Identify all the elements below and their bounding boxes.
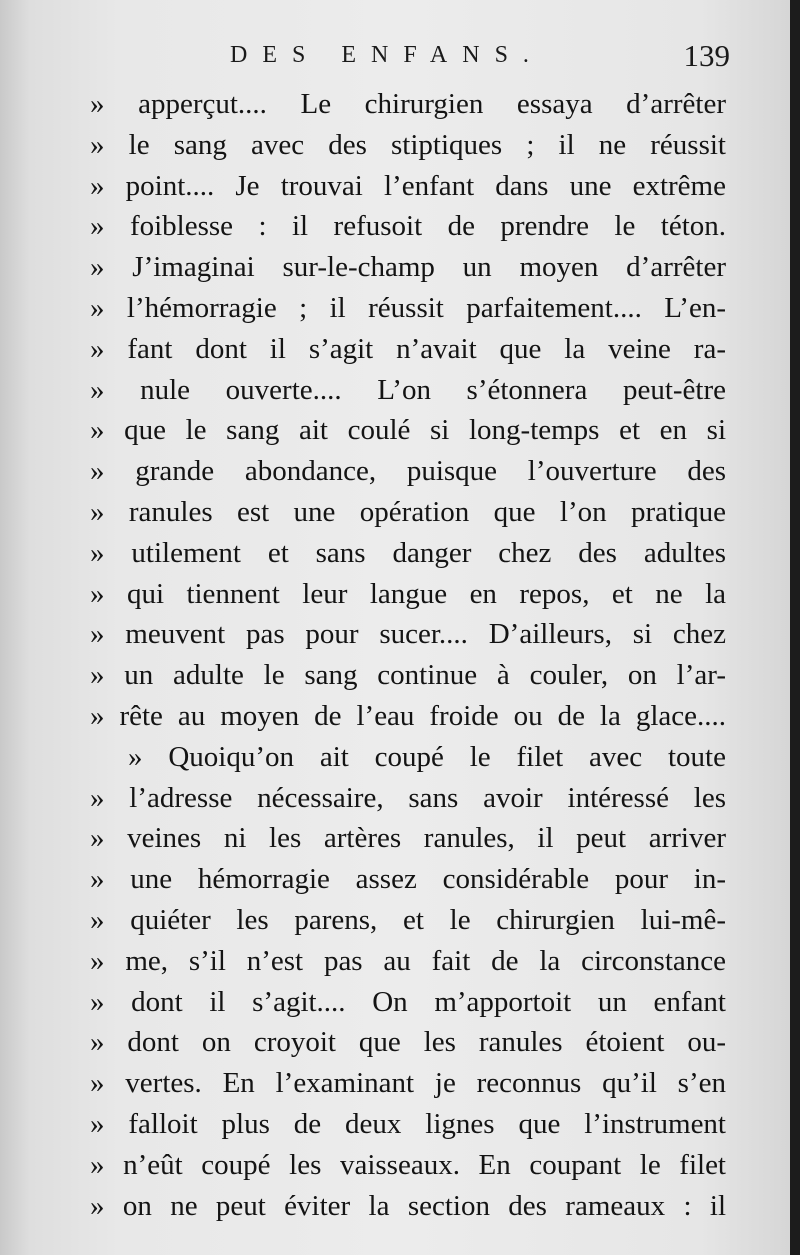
text-line: » foiblesse : il refusoit de prendre le téton. bbox=[90, 210, 726, 243]
text-line: » veines ni les artères ranules, il peut arriver bbox=[90, 822, 726, 855]
text-line: » vertes. En l’examinant je reconnus qu’il s’en bbox=[90, 1067, 726, 1100]
text-line: » qui tiennent leur langue en repos, et ne la bbox=[90, 577, 726, 610]
text-line: » dont on croyoit que les ranules étoient ou- bbox=[90, 1026, 726, 1059]
text-line: » dont il s’agit.... On m’apportoit un enfant bbox=[90, 985, 726, 1018]
text-line: » meuvent pas pour sucer.... D’ailleurs, si chez bbox=[90, 618, 726, 651]
text-line: » quiéter les parens, et le chirurgien lui-mê- bbox=[90, 903, 726, 936]
scan-edge bbox=[790, 0, 800, 1255]
text-line: » apperçut.... Le chirurgien essaya d’arrêter bbox=[90, 88, 726, 120]
text-line: » n’eût coupé les vaisseaux. En coupant le filet bbox=[90, 1148, 726, 1181]
text-line: » rête au moyen de l’eau froide ou de la glace.... bbox=[90, 699, 726, 732]
text-line: » grande abondance, puisque l’ouverture des bbox=[90, 455, 726, 488]
text-line: » fant dont il s’agit n’avait que la veine ra- bbox=[90, 332, 726, 365]
text-line: » l’adresse nécessaire, sans avoir intéressé les bbox=[90, 781, 726, 814]
text-line: » point.... Je trouvai l’enfant dans une extrême bbox=[90, 169, 726, 202]
text-line: » utilement et sans danger chez des adultes bbox=[90, 536, 726, 569]
text-line: » me, s’il n’est pas au fait de la circonstance bbox=[90, 944, 726, 977]
paragraph-start-line: » Quoiqu’on ait coupé le filet avec toute bbox=[128, 740, 726, 773]
text-line: » on ne peut éviter la section des rameaux : il bbox=[90, 1189, 726, 1222]
text-line: » que le sang ait coulé si long-temps et en si bbox=[90, 414, 726, 447]
text-line: » l’hémorragie ; il réussit parfaitement.... L’en- bbox=[90, 291, 726, 324]
text-line: » nule ouverte.... L’on s’étonnera peut-être bbox=[90, 373, 726, 406]
text-line: » une hémorragie assez considérable pour in- bbox=[90, 863, 726, 896]
text-line: » J’imaginai sur-le-champ un moyen d’arrêter bbox=[90, 251, 726, 284]
text-line: » le sang avec des stiptiques ; il ne réussit bbox=[90, 128, 726, 161]
running-head: DES ENFANS. bbox=[230, 42, 544, 68]
text-line: » ranules est une opération que l’on pratique bbox=[90, 495, 726, 528]
page-header bbox=[110, 38, 730, 82]
body-text bbox=[90, 84, 726, 1226]
text-line: » un adulte le sang continue à couler, on l’ar- bbox=[90, 659, 726, 692]
page-number: 139 bbox=[683, 38, 730, 73]
text-line: » falloit plus de deux lignes que l’instrument bbox=[90, 1107, 726, 1140]
